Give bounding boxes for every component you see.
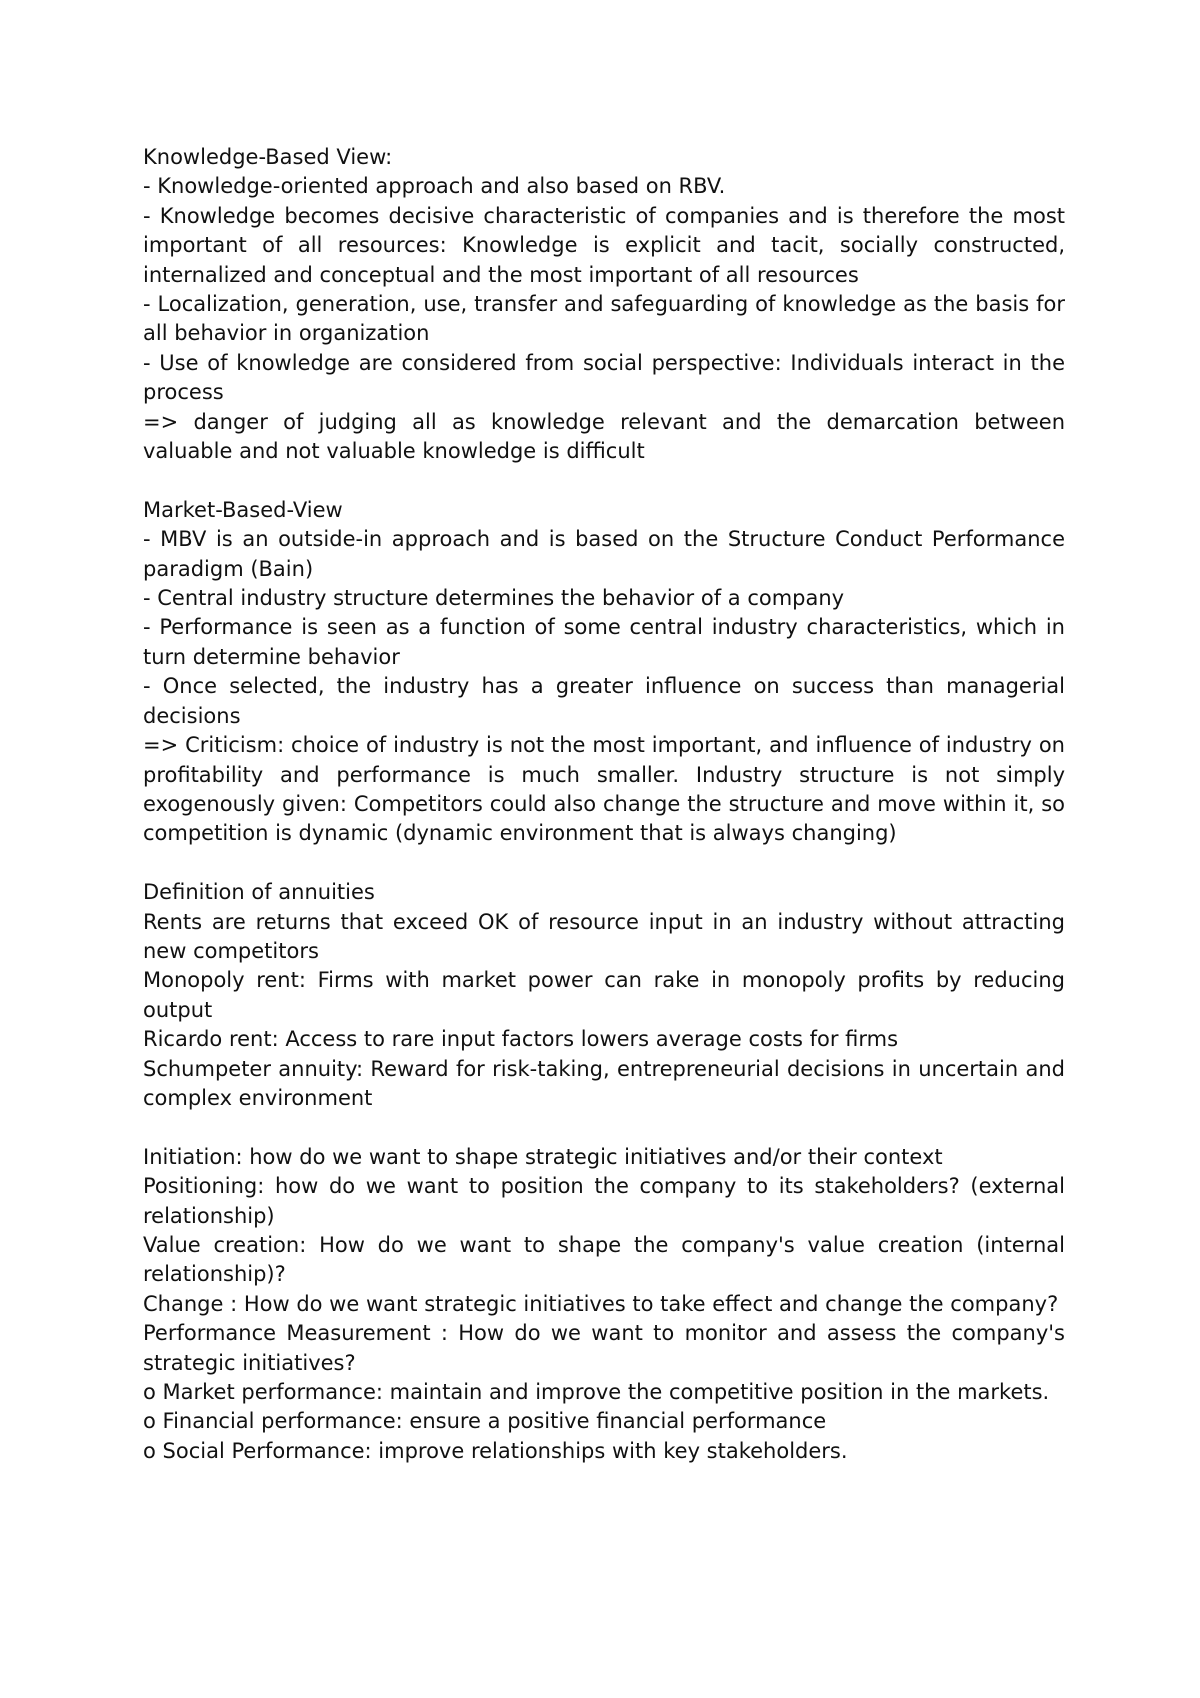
text-line: Monopoly rent: Firms with market power can rake in monopoly profits by reducing output (143, 968, 1065, 1022)
text-line: Ricardo rent: Access to rare input factors lowers average costs for firms (143, 1027, 899, 1052)
section-knowledge-based-view (143, 143, 1065, 466)
text-line: - Knowledge-oriented approach and also based on RBV. (143, 174, 726, 199)
text-line: => danger of judging all as knowledge relevant and the demarcation between valuable and not valuable knowledge is difficult (143, 409, 1065, 464)
text-line: - MBV is an outside-in approach and is based on the Structure Conduct Performance paradigm (Bain) (143, 527, 1065, 581)
text-line: - Once selected, the industry has a greater influence on success than managerial decisions (143, 674, 1065, 728)
text-line: - Central industry structure determines the behavior of a company (143, 586, 845, 611)
section-heading: Initiation: how do we want to shape strategic initiatives and/or their context (143, 1144, 943, 1169)
text-line: - Knowledge becomes decisive characteristic of companies and is therefore the most important of all resources: Knowledge is explicit and tacit, socially constructed, internalized and conceptual and the most important of all resources (143, 203, 1065, 287)
text-line: - Performance is seen as a function of some central industry characteristics, which in turn determine behavior (143, 615, 1065, 669)
text-line: Performance Measurement : How do we want to monitor and assess the company's strategic initiatives? (143, 1321, 1065, 1375)
section-heading: Market-Based-View (143, 497, 343, 522)
text-line: - Localization, generation, use, transfer and safeguarding of knowledge as the basis for all behavior in organization (143, 292, 1065, 346)
section-heading: Definition of annuities (143, 880, 375, 905)
text-line: => Criticism: choice of industry is not the most important, and influence of industry on profitability and performance is much smaller. Industry structure is not simply exogenously given: Competitors could also change the structure and move within it, so competition is dynamic (dynamic environment that is always changing) (143, 733, 1065, 846)
section-definition-of-annuities (143, 878, 1065, 1113)
text-line: Rents are returns that exceed OK of resource input in an industry without attracting new competitors (143, 909, 1065, 963)
document-page (143, 143, 1065, 1496)
text-line: Schumpeter annuity: Reward for risk-taking, entrepreneurial decisions in uncertain and complex environment (143, 1056, 1065, 1110)
section-heading: Knowledge-Based View: (143, 145, 393, 169)
text-line: o Financial performance: ensure a positive financial performance (143, 1409, 827, 1434)
text-line: Positioning: how do we want to position the company to its stakeholders? (external relationship) (143, 1174, 1065, 1228)
text-line: o Market performance: maintain and improve the competitive position in the markets. (143, 1380, 1050, 1405)
section-market-based-view (143, 496, 1065, 849)
section-strategic-initiatives (143, 1143, 1065, 1466)
text-line: Value creation: How do we want to shape the company's value creation (internal relationship)? (143, 1232, 1065, 1287)
text-line: - Use of knowledge are considered from social perspective: Individuals interact in the process (143, 350, 1065, 405)
text-line: Change : How do we want strategic initiatives to take effect and change the company? (143, 1291, 1059, 1316)
text-line: o Social Performance: improve relationships with key stakeholders. (143, 1438, 848, 1463)
